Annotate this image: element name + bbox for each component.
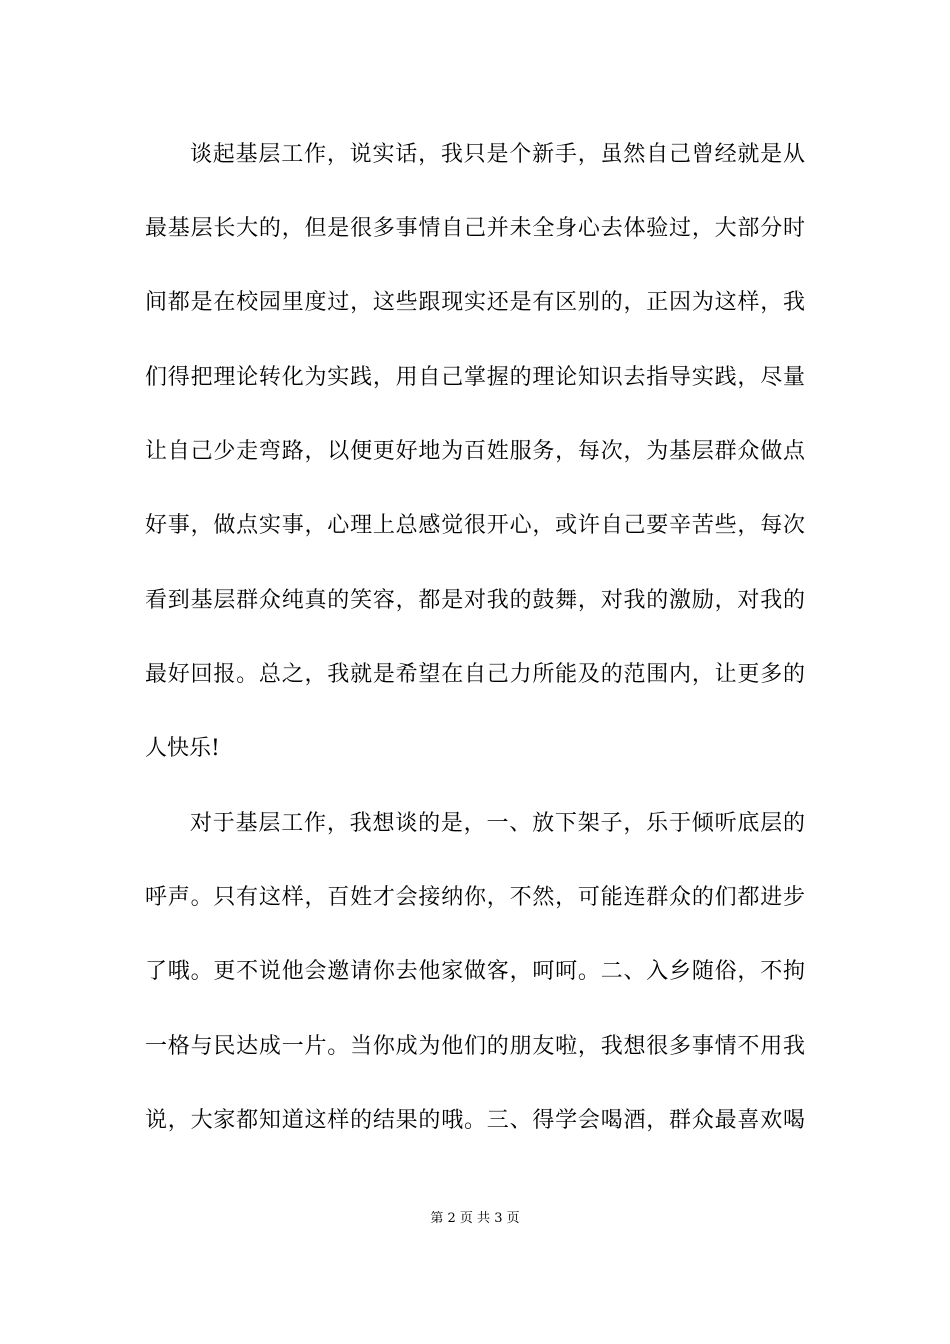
paragraph-1-line-8: 最好回报。总之，我就是希望在自己力所能及的范围内，让更多的 [145, 662, 805, 687]
paragraph-1-line-5: 让自己少走弯路，以便更好地为百姓服务，每次，为基层群众做点 [145, 439, 805, 464]
paragraph-1-line-2: 最基层长大的，但是很多事情自己并未全身心去体验过，大部分时 [145, 216, 805, 241]
paragraph-1-line-3: 间都是在校园里度过，这些跟现实还是有区别的，正因为这样，我 [145, 290, 805, 315]
page-footer [0, 1210, 950, 1228]
paragraph-1-line-1: 谈起基层工作，说实话，我只是个新手，虽然自己曾经就是从 [190, 142, 805, 167]
paragraph-1-line-9: 人快乐! [145, 736, 220, 761]
paragraph-2-line-1: 对于基层工作，我想谈的是，一、放下架子，乐于倾听底层的 [190, 811, 805, 836]
paragraph-2-line-2: 呼声。只有这样，百姓才会接纳你，不然，可能连群众的们都进步 [145, 885, 805, 910]
paragraph-1-line-4: 们得把理论转化为实践，用自己掌握的理论知识去指导实践，尽量 [145, 365, 805, 390]
paragraph-1-line-6: 好事，做点实事，心理上总感觉很开心，或许自己要辛苦些，每次 [145, 513, 805, 538]
paragraph-2-line-3: 了哦。更不说他会邀请你去他家做客，呵呵。二、入乡随俗，不拘 [145, 959, 805, 984]
page-number-text: 第 2 页 共 3 页 [430, 1211, 520, 1226]
paragraph-2-line-4: 一格与民达成一片。当你成为他们的朋友啦，我想很多事情不用我 [145, 1034, 805, 1059]
paragraph-2-line-5: 说，大家都知道这样的结果的哦。三、得学会喝酒，群众最喜欢喝 [145, 1108, 805, 1133]
paragraph-1-line-7: 看到基层群众纯真的笑容，都是对我的鼓舞，对我的激励，对我的 [145, 588, 805, 613]
